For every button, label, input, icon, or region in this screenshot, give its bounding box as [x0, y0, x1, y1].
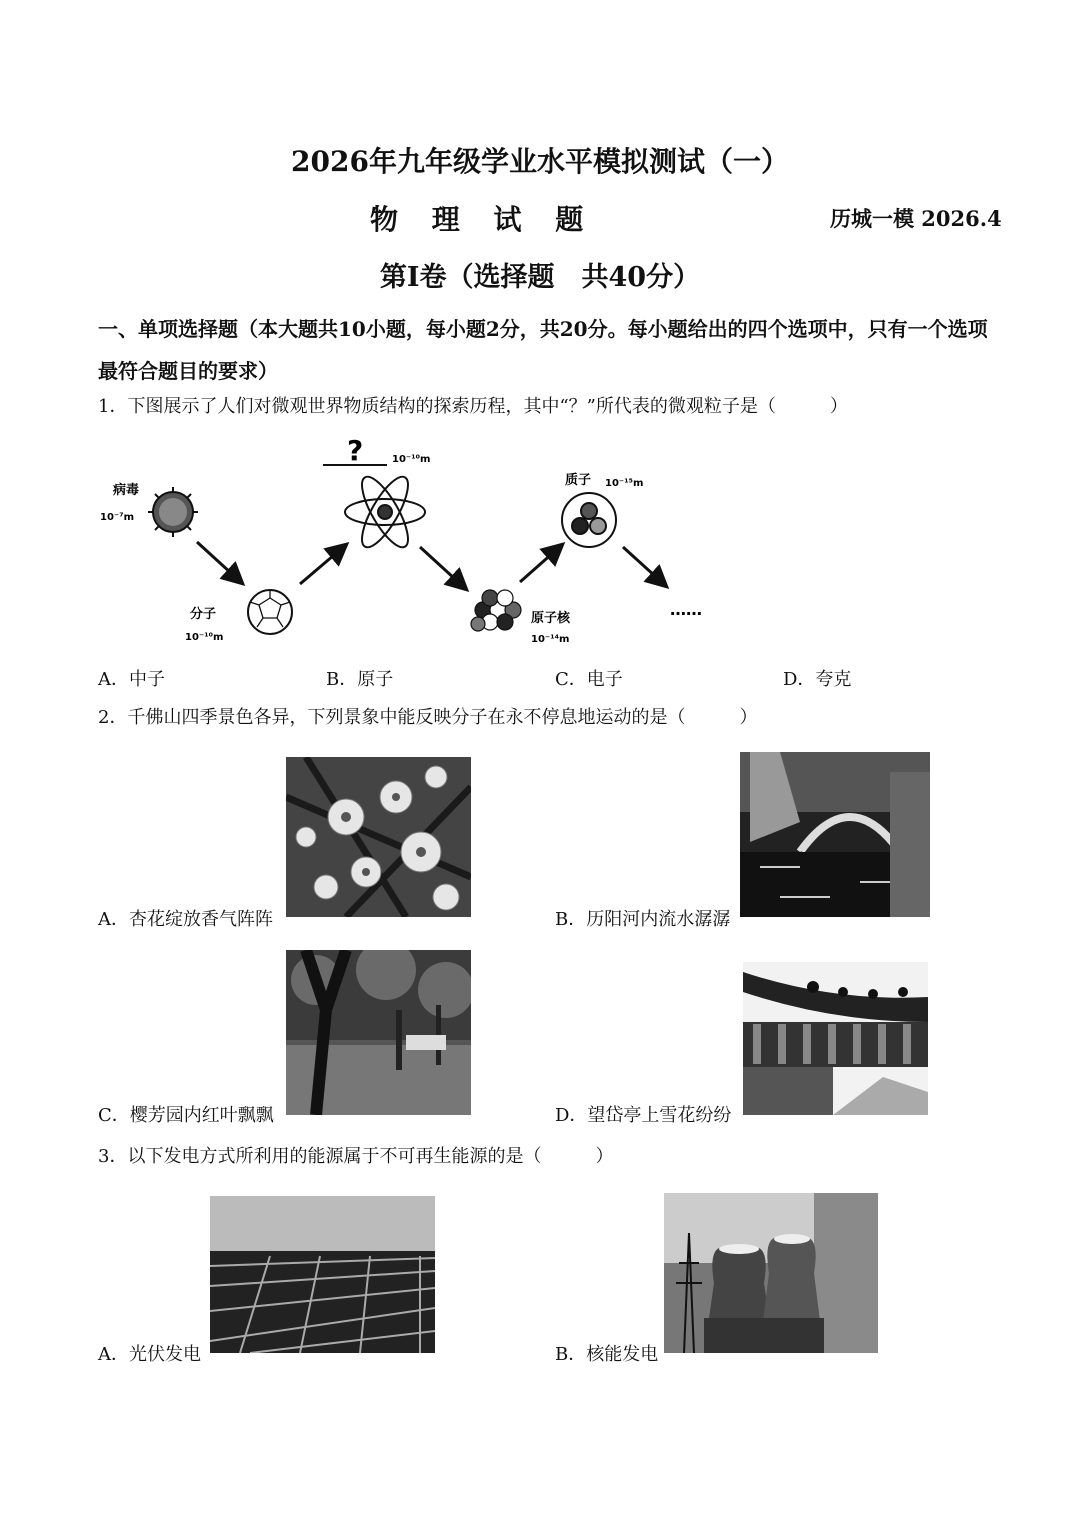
arrow-2: [300, 544, 347, 584]
virus-size: 10⁻⁷m: [100, 512, 134, 523]
arrow-3: [420, 547, 467, 590]
proton-icon: [562, 493, 616, 547]
molecule-size: 10⁻¹⁰m: [185, 632, 224, 643]
park-trees-photo: [286, 950, 471, 1115]
q1-option-d[interactable]: D．夸克: [783, 669, 852, 690]
molecule-icon: [248, 590, 292, 634]
virus-label: 病毒: [113, 483, 140, 498]
solar-panels-photo: [210, 1196, 435, 1353]
arrow-4: [520, 544, 563, 582]
q2-option-b[interactable]: B．历阳河内流水潺潺: [555, 909, 731, 930]
atom-icon: [345, 471, 425, 553]
q3-option-a[interactable]: A．光伏发电: [98, 1344, 201, 1365]
section-instructions: 一、单项选择题（本大题共10小题，每小题2分，共20分。每小题给出的四个选项中，只有一个选项最符合题目的要求）: [98, 317, 988, 383]
proton-size: 10⁻¹⁵m: [605, 478, 644, 489]
snowy-pavilion-photo: [743, 962, 928, 1115]
subject-title: 物 理 试 题: [370, 203, 596, 236]
q2-option-d[interactable]: D．望岱亭上雪花纷纷: [555, 1105, 732, 1126]
q2-option-a[interactable]: A．杏花绽放香气阵阵: [98, 909, 273, 930]
question-2-stem: 2．千佛山四季景色各异，下列景象中能反映分子在永不停息地运动的是（ ）: [98, 707, 758, 728]
q1-option-a[interactable]: A．中子: [98, 669, 165, 690]
nucleus-icon: [471, 590, 521, 631]
question-3-stem: 3．以下发电方式所利用的能源属于不可再生能源的是（ ）: [98, 1146, 614, 1167]
nuclear-plant-photo: [664, 1193, 878, 1353]
q2-option-c[interactable]: C．樱芳园内红叶飘飘: [98, 1105, 274, 1126]
nucleus-size: 10⁻¹⁴m: [531, 634, 570, 645]
q3-option-b[interactable]: B．核能发电: [555, 1344, 659, 1365]
arrow-1: [197, 542, 243, 584]
particle-diagram: [95, 432, 735, 652]
question-1-stem: 1．下图展示了人们对微观世界物质结构的探索历程，其中“？”所代表的微观粒子是（ ）: [98, 396, 848, 417]
river-bridge-photo: [740, 752, 930, 917]
arrow-5: [623, 547, 667, 587]
q1-option-b[interactable]: B．原子: [326, 669, 394, 690]
ellipsis: ……: [670, 600, 702, 619]
q1-option-c[interactable]: C．电子: [555, 669, 623, 690]
nucleus-label: 原子核: [531, 611, 571, 626]
apricot-blossom-photo: [286, 757, 471, 917]
atom-size: 10⁻¹⁰m: [392, 454, 431, 465]
molecule-label: 分子: [190, 607, 217, 622]
proton-label: 质子: [565, 473, 592, 488]
exam-title: 2026年九年级学业水平模拟测试（一）: [291, 145, 789, 178]
part-title: 第Ⅰ卷（选择题 共40分）: [379, 262, 701, 293]
virus-icon: [148, 487, 198, 537]
exam-tag: 历城一模 2026.4: [830, 206, 1002, 231]
unknown-particle-mark: ?: [347, 434, 364, 467]
